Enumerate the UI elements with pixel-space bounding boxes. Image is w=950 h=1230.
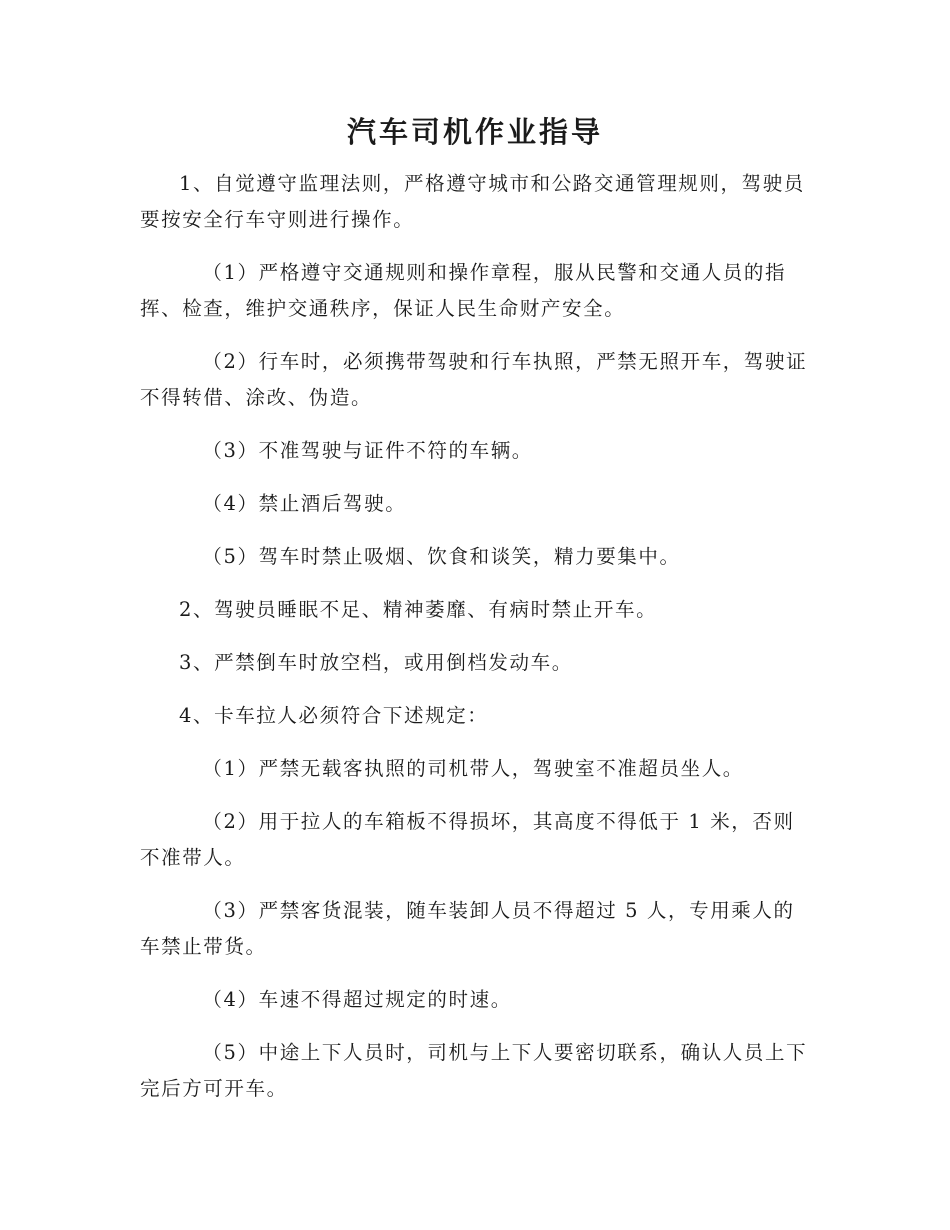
paragraph-rule-2: 2、驾驶员睡眠不足、精神萎靡、有病时禁止开车。: [179, 598, 658, 621]
paragraph-rule-4-5: （5）中途上下人员时，司机与上下人要密切联系，确认人员上下完后方可开车。: [140, 1041, 808, 1100]
paragraph-rule-1-3: （3）不准驾驶与证件不符的车辆。: [202, 439, 533, 462]
paragraph-rule-1-1: （1）严格遵守交通规则和操作章程，服从民警和交通人员的指挥、检查，维护交通秩序，保证人民生命财产安全。: [140, 261, 787, 320]
paragraph-rule-4-3: （3）严禁客货混装，随车装卸人员不得超过 5 人，专用乘人的车禁止带货。: [140, 899, 795, 958]
paragraph-rule-4-2: （2）用于拉人的车箱板不得损坏，其高度不得低于 1 米，否则不准带人。: [140, 810, 795, 869]
paragraph-rule-4: 4、卡车拉人必须符合下述规定：: [179, 704, 489, 727]
paragraph-rule-4-4: （4）车速不得超过规定的时速。: [202, 988, 512, 1011]
paragraph-rule-3: 3、严禁倒车时放空档，或用倒档发动车。: [179, 651, 573, 674]
paragraph-rule-4-1: （1）严禁无载客执照的司机带人，驾驶室不准超员坐人。: [202, 757, 744, 780]
paragraph-rule-1: 1、自觉遵守监理法则，严格遵守城市和公路交通管理规则，驾驶员要按安全行车守则进行操作。: [140, 172, 805, 231]
paragraph-rule-1-2: （2）行车时，必须携带驾驶和行车执照，严禁无照开车，驾驶证不得转借、涂改、伪造。: [140, 350, 808, 409]
paragraph-rule-1-4: （4）禁止酒后驾驶。: [202, 492, 407, 515]
paragraph-rule-1-5: （5）驾车时禁止吸烟、饮食和谈笑，精力要集中。: [202, 545, 681, 568]
document-title: 汽车司机作业指导: [346, 115, 603, 149]
